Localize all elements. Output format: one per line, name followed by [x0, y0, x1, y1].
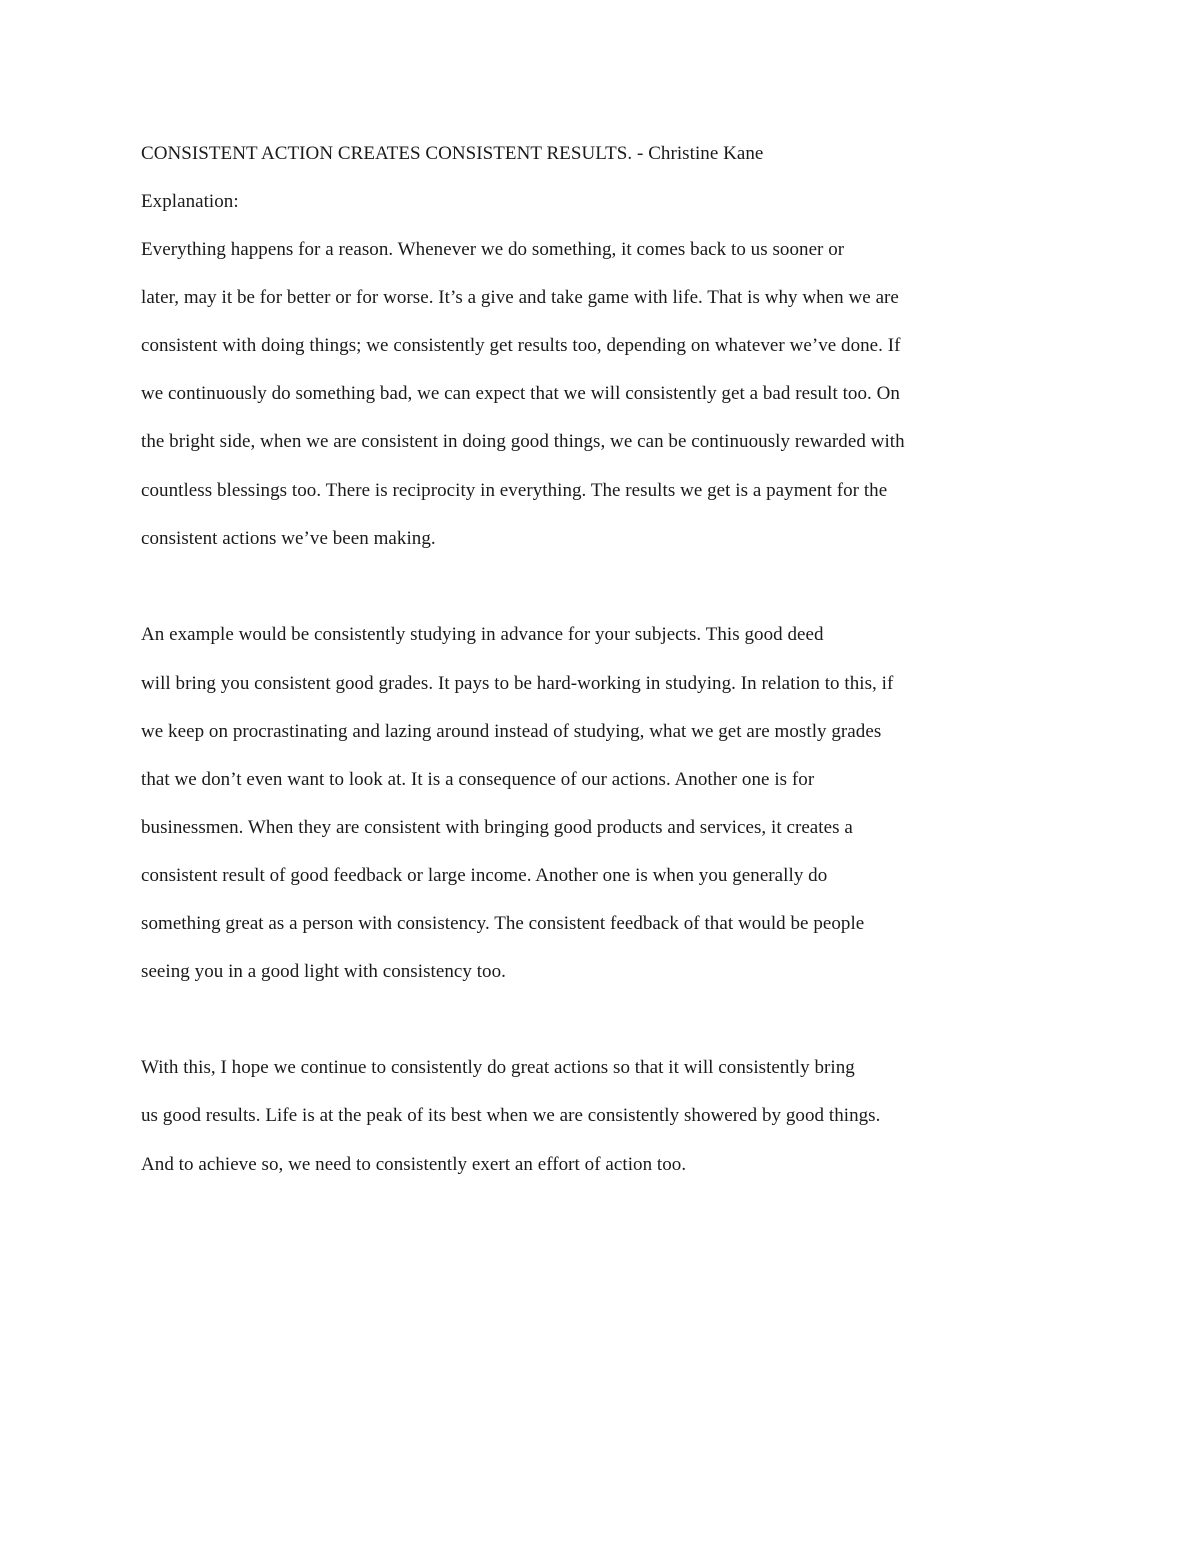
paragraph-2-line-5: businessmen. When they are consistent with bringing good products and services, it creates a: [141, 817, 853, 838]
paragraph-3-line-2: us good results. Life is at the peak of its best when we are consistently showered by good things.: [141, 1105, 881, 1126]
paragraph-2-line-2: will bring you consistent good grades. It pays to be hard-working in studying. In relation to this, if: [141, 673, 894, 694]
paragraph-2-line-4: that we don’t even want to look at. It is a consequence of our actions. Another one is for: [141, 769, 815, 790]
paragraph-1-line-1: Everything happens for a reason. Whenever we do something, it comes back to us sooner or: [141, 239, 845, 260]
paragraph-1-line-6: countless blessings too. There is reciprocity in everything. The results we get is a payment for the: [141, 480, 888, 501]
paragraph-1-line-4: we continuously do something bad, we can expect that we will consistently get a bad result too. On: [141, 383, 900, 404]
paragraph-2-line-8: seeing you in a good light with consistency too.: [141, 961, 506, 982]
paragraph-2-line-3: we keep on procrastinating and lazing around instead of studying, what we get are mostly grades: [141, 721, 882, 742]
paragraph-2-line-6: consistent result of good feedback or large income. Another one is when you generally do: [141, 865, 828, 886]
paragraph-3-line-1: With this, I hope we continue to consistently do great actions so that it will consistently bring: [141, 1057, 855, 1078]
paragraph-1-line-3: consistent with doing things; we consistently get results too, depending on whatever we’ve done. If: [141, 335, 901, 356]
paragraph-2-line-1: An example would be consistently studying in advance for your subjects. This good deed: [141, 624, 824, 645]
paragraph-1-line-5: the bright side, when we are consistent in doing good things, we can be continuously rewarded with: [141, 431, 905, 452]
paragraph-1-line-2: later, may it be for better or for worse. It’s a give and take game with life. That is why when we are: [141, 287, 899, 308]
paragraph-3-line-3: And to achieve so, we need to consistently exert an effort of action too.: [141, 1154, 687, 1175]
document-title: CONSISTENT ACTION CREATES CONSISTENT RESULTS. - Christine Kane: [141, 143, 764, 164]
paragraph-1-line-7: consistent actions we’ve been making.: [141, 528, 436, 549]
paragraph-2-line-7: something great as a person with consistency. The consistent feedback of that would be people: [141, 913, 865, 934]
explanation-label: Explanation:: [141, 191, 239, 212]
